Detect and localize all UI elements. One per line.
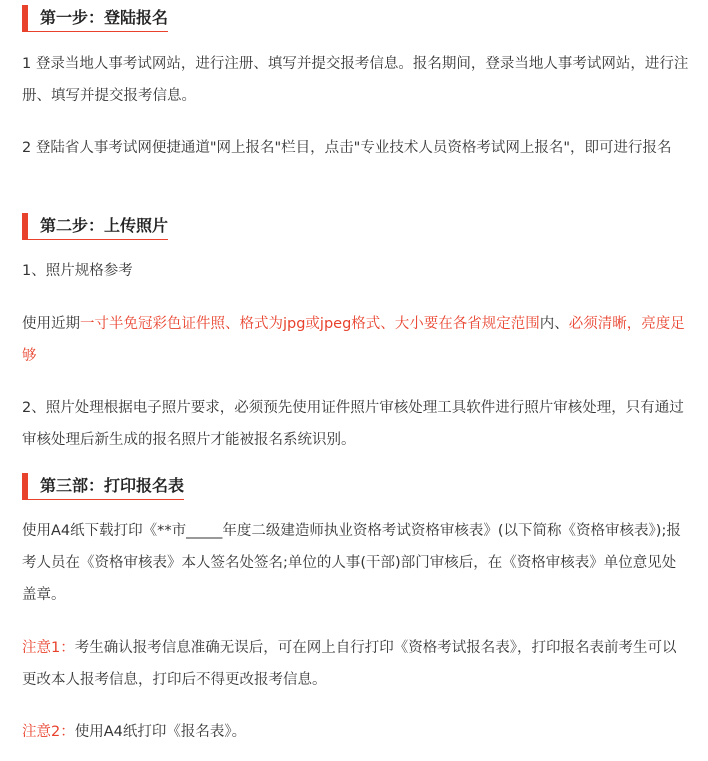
step1-paragraph-2: 2 登陆省人事考试网便捷通道"网上报名"栏目，点击"专业技术人员资格考试网上报名"，即可进行报名	[22, 140, 672, 156]
note-2	[22, 716, 690, 748]
note-1	[22, 632, 690, 696]
step1-paragraph-1: 1 登录当地人事考试网站，进行注册、填写并提交报考信息。报名期间，登录当地人事考试网站，进行注册、填写并提交报考信息。	[22, 56, 689, 104]
photo-spec-mid: 内、	[539, 316, 569, 332]
note-2-label: 注意2：	[22, 724, 75, 740]
photo-spec-clarity: 必须清晰，亮度足够	[22, 316, 685, 364]
photo-spec-prefix: 使用近期	[22, 316, 80, 332]
photo-spec-filesize: 大小要在各省规定范围	[394, 316, 540, 332]
step2-item-1: 1、照片规格参考	[22, 263, 133, 279]
photo-spec-paragraph	[22, 308, 690, 372]
step3-heading: 第三部：打印报名表	[22, 473, 184, 500]
step3-paragraph: 使用A4纸下载打印《**市_____年度二级建造师执业资格考试资格审核表》(以下简称《资格审核表》);报考人员在《资格审核表》本人签名处签名;单位的人事(干部)部门审核后，在《资格审核表》单位意见处盖章。	[22, 523, 681, 603]
step2-item-2: 2、照片处理根据电子照片要求，必须预先使用证件照片审核处理工具软件进行照片审核处理，只有通过审核处理后新生成的报名照片才能被报名系统识别。	[22, 400, 684, 448]
note-2-text: 使用A4纸打印《报名表》。	[74, 724, 247, 740]
step1-heading: 第一步：登陆报名	[22, 5, 168, 32]
photo-spec-size: 一寸半免冠彩色证件照、	[80, 316, 240, 332]
step2-heading: 第二步：上传照片	[22, 213, 168, 240]
note-1-label: 注意1：	[22, 640, 75, 656]
note-1-text: 考生确认报考信息准确无误后，可在网上自行打印《资格考试报名表》，打印报名表前考生可以更改本人报考信息，打印后不得更改报考信息。	[22, 640, 677, 688]
photo-spec-format: 格式为jpg或jpeg格式、	[239, 316, 395, 332]
